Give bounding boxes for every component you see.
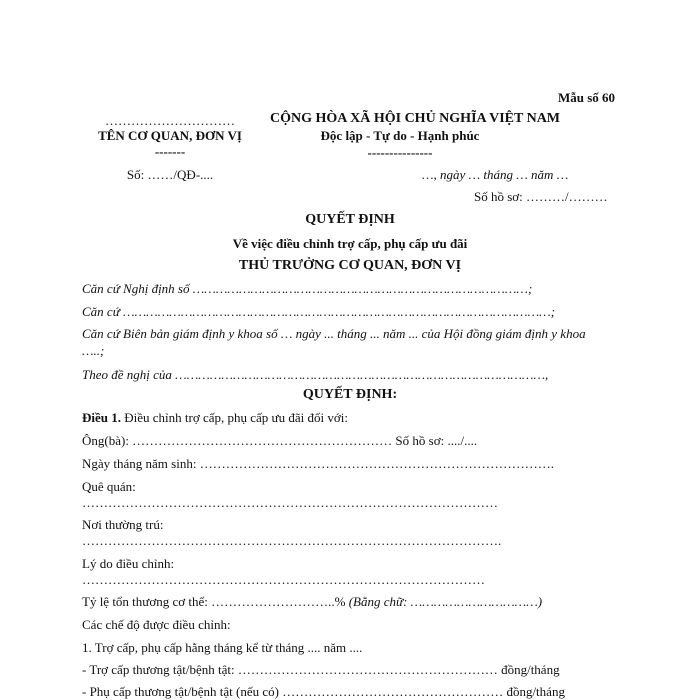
field-hometown-label: Quê quán: bbox=[82, 479, 136, 494]
article-1 bbox=[82, 410, 348, 426]
decision-heading: QUYẾT ĐỊNH: bbox=[302, 387, 398, 402]
field-reason-label: Lý do điều chỉnh: bbox=[82, 556, 175, 571]
file-number: Số hồ sơ: ………/……… bbox=[474, 189, 608, 204]
national-motto: Độc lập - Tự do - Hạnh phúc bbox=[320, 128, 480, 143]
basis-proposal: Theo đề nghị của ……………………………………………………………………………………, bbox=[82, 367, 549, 382]
document-subject: Về việc điều chỉnh trợ cấp, phụ cấp ưu đãi bbox=[232, 236, 468, 251]
field-residence-dots: ……………………………………………………………………………………. bbox=[82, 533, 502, 548]
benefit-allowance-1: - Trợ cấp thương tật/bệnh tật: …………………………………………………… đồng/tháng bbox=[82, 662, 560, 677]
field-injury-rate bbox=[82, 594, 542, 610]
agency-dots: ………………………… bbox=[105, 113, 235, 128]
agency-divider: ------- bbox=[154, 144, 186, 159]
injury-rate-words: (Bằng chữ: ……………………………) bbox=[348, 594, 543, 609]
field-name: Ông(bà): …………………………………………………… Số hồ sơ: ..../.... bbox=[82, 433, 478, 448]
basis-decree: Căn cứ Nghị định số ……………………………………………………………………………; bbox=[82, 281, 533, 296]
decision-number: Số: ……/QĐ-.... bbox=[126, 167, 214, 182]
basis-other: Căn cứ …………………………………………………………………………………………………; bbox=[82, 304, 556, 319]
issuing-authority: THỦ TRƯỞNG CƠ QUAN, ĐƠN VỊ bbox=[238, 258, 462, 273]
injury-rate-text: Tỷ lệ tổn thương cơ thể: ………………………..% bbox=[82, 594, 349, 609]
benefits-monthly: 1. Trợ cấp, phụ cấp hằng tháng kể từ tháng .... năm .... bbox=[82, 640, 363, 655]
form-number: Mẫu số 60 bbox=[558, 90, 616, 105]
benefits-intro: Các chế độ được điều chỉnh: bbox=[82, 617, 231, 632]
agency-name: TÊN CƠ QUAN, ĐƠN VỊ bbox=[98, 128, 242, 143]
field-dob: Ngày tháng năm sinh: ………………………………………………………………………. bbox=[82, 456, 554, 471]
document-title: QUYẾT ĐỊNH bbox=[305, 212, 395, 227]
field-hometown-dots: …………………………………………………………………………………… bbox=[82, 495, 498, 510]
field-residence-label: Nơi thường trú: bbox=[82, 517, 164, 532]
date-line: …, ngày … tháng … năm … bbox=[422, 167, 569, 182]
country-name: CỘNG HÒA XÃ HỘI CHỦ NGHĨA VIỆT NAM bbox=[270, 111, 561, 126]
field-reason-dots: ………………………………………………………………………………… bbox=[82, 572, 485, 587]
motto-divider: --------------- bbox=[367, 145, 433, 160]
article-1-text: Điều chỉnh trợ cấp, phụ cấp ưu đãi đối với: bbox=[121, 410, 348, 425]
basis-medical-line2: …..; bbox=[82, 343, 105, 358]
basis-medical-line1: Căn cứ Biên bản giám định y khoa số … ngày ... tháng ... năm ... của Hội đồng giám định y khoa bbox=[82, 326, 586, 341]
benefit-allowance-2: - Phụ cấp thương tật/bệnh tật (nếu có) …………………………………………… đồng/tháng bbox=[82, 684, 565, 699]
article-1-label: Điều 1. bbox=[82, 410, 121, 425]
